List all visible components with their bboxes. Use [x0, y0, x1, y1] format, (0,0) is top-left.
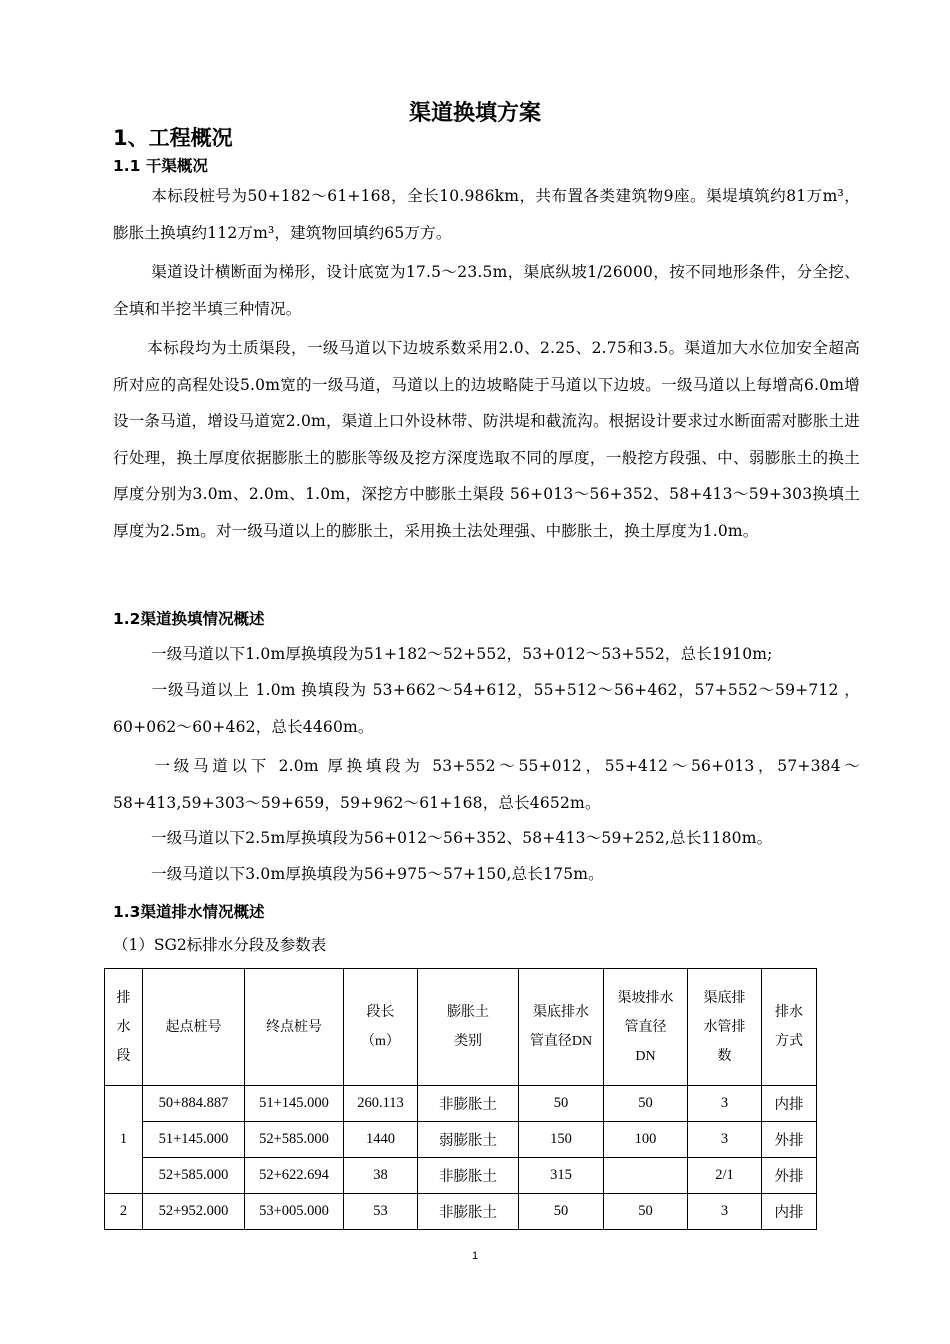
cell-bottom-dn: 50: [519, 1086, 604, 1122]
header-bottom-pipe: 渠底排水管直径DN: [519, 969, 604, 1086]
cell-slope-dn: 50: [604, 1194, 688, 1230]
cell-soil: 非膨胀土: [418, 1194, 519, 1230]
table-header-row: [105, 969, 817, 1086]
cell-count: 3: [688, 1122, 762, 1158]
cell-soil: 非膨胀土: [418, 1158, 519, 1194]
header-segment: 排水段: [105, 969, 143, 1086]
cell-mode: 外排: [762, 1158, 817, 1194]
cell-start: 52+585.000: [143, 1158, 245, 1194]
cell-length: 1440: [344, 1122, 418, 1158]
cell-start: 50+884.887: [143, 1086, 245, 1122]
header-length: 段长（m）: [344, 969, 418, 1086]
subsection-heading-drainage: 1.3渠道排水情况概述: [113, 903, 265, 921]
cell-start: 52+952.000: [143, 1194, 245, 1230]
paragraph-cross-section: 渠道设计横断面为梯形，设计底宽为17.5～23.5m，渠底纵坡1/26000，按不同地形条件，分全挖、全填和半挖半填三种情况。: [113, 263, 860, 318]
replacement-item-2: 一级马道以上 1.0m 换填段为 53+662～54+612，55+512～56+462，57+552～59+712 ，60+062～60+462，总长4460m。: [113, 681, 860, 736]
cell-soil: 非膨胀土: [418, 1086, 519, 1122]
header-drain-mode: 排水方式: [762, 969, 817, 1086]
subsection-heading-canal: 1.1 干渠概况: [113, 157, 208, 175]
header-end-station: 终点桩号: [245, 969, 344, 1086]
cell-bottom-dn: 315: [519, 1158, 604, 1194]
cell-end: 52+585.000: [245, 1122, 344, 1158]
section-heading-overview: 1、工程概况: [113, 126, 233, 150]
cell-length: 53: [344, 1194, 418, 1230]
header-start-station: 起点桩号: [143, 969, 245, 1086]
subsection-heading-replacement: 1.2渠道换填情况概述: [113, 610, 265, 628]
document-title: 渠道换填方案: [408, 101, 541, 126]
cell-count: 2/1: [688, 1158, 762, 1194]
cell-slope-dn: [604, 1158, 688, 1194]
cell-slope-dn: 50: [604, 1086, 688, 1122]
cell-slope-dn: 100: [604, 1122, 688, 1158]
replacement-item-4: 一级马道以下2.5m厚换填段为56+012～56+352、58+413～59+252,总长1180m。: [151, 829, 773, 847]
table-row: [105, 1194, 817, 1230]
table-row: [105, 1158, 817, 1194]
cell-length: 38: [344, 1158, 418, 1194]
cell-bottom-dn: 150: [519, 1122, 604, 1158]
header-soil-type: 膨胀土类别: [418, 969, 519, 1086]
table-row: [105, 1122, 817, 1158]
cell-mode: 内排: [762, 1086, 817, 1122]
cell-end: 52+622.694: [245, 1158, 344, 1194]
paragraph-canal-summary: 本标段桩号为50+182～61+168，全长10.986km，共布置各类建筑物9座。渠堤填筑约81万m³，膨胀土换填约112万m³，建筑物回填约65万方。: [113, 187, 860, 242]
table-row: [105, 1086, 817, 1122]
cell-start: 51+145.000: [143, 1122, 245, 1158]
cell-end: 53+005.000: [245, 1194, 344, 1230]
cell-segment: 2: [105, 1194, 143, 1230]
cell-end: 51+145.000: [245, 1086, 344, 1122]
cell-mode: 内排: [762, 1194, 817, 1230]
replacement-item-3: 一级马道以下 2.0m 厚换填段为 53+552～55+012，55+412～56+013，57+384～58+413,59+303～59+659，59+962～61+168，总长4652m。: [113, 757, 860, 812]
cell-soil: 弱膨胀土: [418, 1122, 519, 1158]
header-slope-pipe: 渠坡排水管直径DN: [604, 969, 688, 1086]
page-number: 1: [471, 1250, 479, 1262]
replacement-item-5: 一级马道以下3.0m厚换填段为56+975～57+150,总长175m。: [151, 865, 604, 883]
header-pipe-count: 渠底排水管排数: [688, 969, 762, 1086]
cell-mode: 外排: [762, 1122, 817, 1158]
drainage-table: [104, 968, 817, 1230]
cell-count: 3: [688, 1086, 762, 1122]
cell-count: 3: [688, 1194, 762, 1230]
cell-length: 260.113: [344, 1086, 418, 1122]
paragraph-slope-details: 本标段均为土质渠段，一级马道以下边坡系数采用2.0、2.25、2.75和3.5。渠道加大水位加安全超高所对应的高程处设5.0m宽的一级马道，马道以上的边坡略陡于马道以下边坡。一级马道以上每增高6.0m增设一条马道，增设马道宽2.0m，渠道上口外设林带、防洪堤和截流沟。根据设计要求过水断面需对膨胀土进行处理，换土厚度依据膨胀土的膨胀等级及挖方深度选取不同的厚度，一般挖方段强、中、弱膨胀土的换土厚度分别为3.0m、2.0m、1.0m，深挖方中膨胀土渠段 56+013～56+352、58+413～59+303换填土厚度为2.5m。对一级马道以上的膨胀土，采用换土法处理强、中膨胀土，换土厚度为1.0m。: [113, 339, 860, 540]
cell-segment: 1: [105, 1086, 143, 1194]
replacement-item-1: 一级马道以下1.0m厚换填段为51+182～52+552，53+012～53+552，总长1910m;: [151, 645, 773, 663]
table-caption: （1）SG2标排水分段及参数表: [113, 936, 327, 954]
cell-bottom-dn: 50: [519, 1194, 604, 1230]
